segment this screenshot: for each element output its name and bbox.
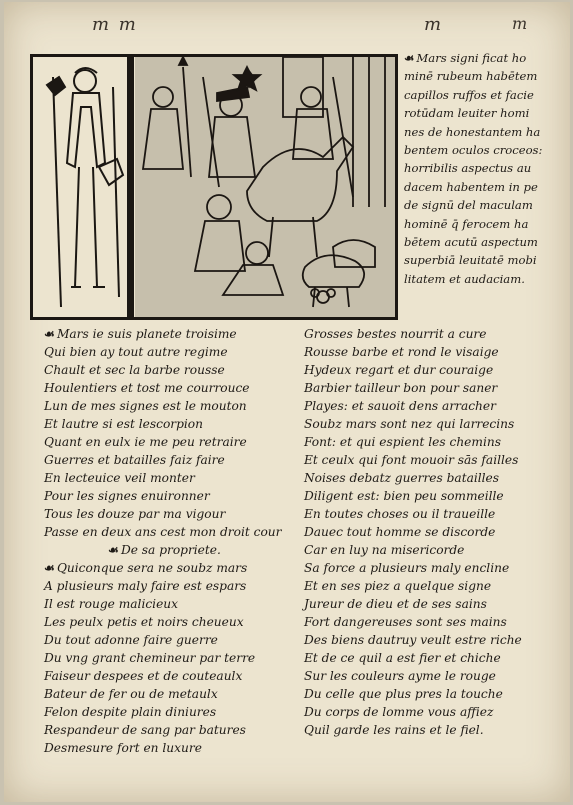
verse-line: Diligent est: bien peu sommeille [304, 489, 504, 503]
verse-line: Les peulx petis et noirs cheueux [44, 615, 244, 629]
verse-line: Et lautre si est lescorpion [44, 417, 203, 431]
verse-line: Faiseur despees et de couteaulx [44, 669, 243, 683]
verse-line: A plusieurs maly faire est espars [44, 579, 247, 593]
verse-line: Car en luy na misericorde [304, 543, 465, 557]
verse-line: Il est rouge malicieux [44, 597, 179, 611]
latin-line: minē rubeum habētem [404, 69, 538, 84]
latin-line: bentem oculos croceos: [404, 143, 543, 158]
verse-line: ☙ Mars ie suis planete troisime [44, 327, 237, 341]
verse-line: Quil garde les rains et le fiel. [304, 723, 484, 737]
verse-line: Des biens dautruy veult estre riche [304, 633, 522, 647]
verse-line: Du tout adonne faire guerre [44, 633, 218, 647]
verse-line: Lun de mes signes est le mouton [44, 399, 247, 413]
verse-line: Bateur de fer ou de metaulx [44, 687, 218, 701]
verse-line: Houlentiers et tost me courrouce [44, 381, 250, 395]
header-mark-corner: m [512, 14, 530, 33]
verse-line: Fort dangereuses sont ses mains [304, 615, 507, 629]
header-mark-left: m m [92, 14, 138, 35]
verse-line: En toutes choses ou il traueille [304, 507, 496, 521]
verse-line: En lecteuice veil monter [44, 471, 195, 485]
pilcrow-icon: ☙ [44, 561, 55, 575]
woodcut-illustration [30, 54, 398, 320]
latin-line: litatem et audaciam. [404, 271, 525, 286]
verse-line: Grosses bestes nourrit a cure [304, 327, 487, 341]
verse-line: Chault et sec la barbe rousse [44, 363, 225, 377]
latin-line: horribilis aspectus au [404, 161, 532, 176]
pilcrow-icon: ☙ [44, 327, 55, 341]
pilcrow-icon: ☙ [108, 543, 119, 557]
verse-line: Du celle que plus pres la touche [304, 687, 503, 701]
verse-line: Barbier tailleur bon pour saner [304, 381, 498, 395]
latin-line: ☙ Mars signi ficat ho [404, 51, 527, 65]
verse-line: Et ceulx qui font mouoir sās failles [304, 453, 519, 467]
latin-line: rotūdam leuiter homi [404, 106, 530, 121]
verse-line: Font: et qui espient les chemins [304, 435, 501, 449]
woodcut-illustration-icon [33, 57, 395, 317]
verse-line: Dauec tout homme se discorde [304, 525, 496, 539]
verse-line: ☙ Quiconque sera ne soubz mars [44, 561, 248, 575]
verse-line: Tous les douze par ma vigour [44, 507, 226, 521]
verse-line: Respandeur de sang par batures [44, 723, 246, 737]
book-page [4, 2, 570, 802]
verse-line: Jureur de dieu et de ses sains [304, 597, 487, 611]
latin-line: nes de honestantem ha [404, 124, 541, 139]
verse-line: Playes: et sauoit dens arracher [304, 399, 496, 413]
latin-line: hominē q̄ ferocem ha [404, 216, 529, 231]
verse-line: Du corps de lomme vous affiez [304, 705, 494, 719]
latin-text-block [404, 49, 564, 288]
latin-line: dacem habentem in pe [404, 179, 538, 194]
verse-line: Desmesure fort en luxure [44, 741, 202, 755]
latin-line: superbiā leuitatē mobi [404, 253, 537, 268]
verse-line: Sa force a plusieurs maly encline [304, 561, 510, 575]
verse-line: Soubz mars sont nez qui larrecins [304, 417, 515, 431]
latin-line: de signū del maculam [404, 198, 533, 213]
latin-line: bētem acutū aspectum [404, 235, 538, 250]
verse-line: Felon despite plain diniures [44, 705, 217, 719]
verse-line: Hydeux regart et dur couraige [304, 363, 494, 377]
verse-line: Et en ses piez a quelque signe [304, 579, 492, 593]
verse-line: Passe en deux ans cest mon droit cour [44, 525, 282, 539]
verse-line: Quant en eulx ie me peu retraire [44, 435, 247, 449]
verse-line: Et de ce quil a est fier et chiche [304, 651, 501, 665]
right-verse-column [304, 325, 522, 739]
verse-line: Pour les signes enuironner [44, 489, 210, 503]
header-mark-right: m [424, 14, 444, 35]
verse-line: Du vng grant chemineur par terre [44, 651, 256, 665]
section-heading: ☙ De sa propriete. [108, 543, 221, 557]
left-verse-column [44, 325, 281, 757]
verse-line: Noises debatz guerres batailles [304, 471, 500, 485]
verse-line: Qui bien ay tout autre regime [44, 345, 228, 359]
verse-line: Guerres et batailles faiz faire [44, 453, 225, 467]
pilcrow-icon: ☙ [404, 51, 415, 65]
verse-line: Rousse barbe et rond le visaige [304, 345, 499, 359]
verse-line: Sur les couleurs ayme le rouge [304, 669, 496, 683]
latin-line: capillos ruffos et facie [404, 87, 534, 102]
